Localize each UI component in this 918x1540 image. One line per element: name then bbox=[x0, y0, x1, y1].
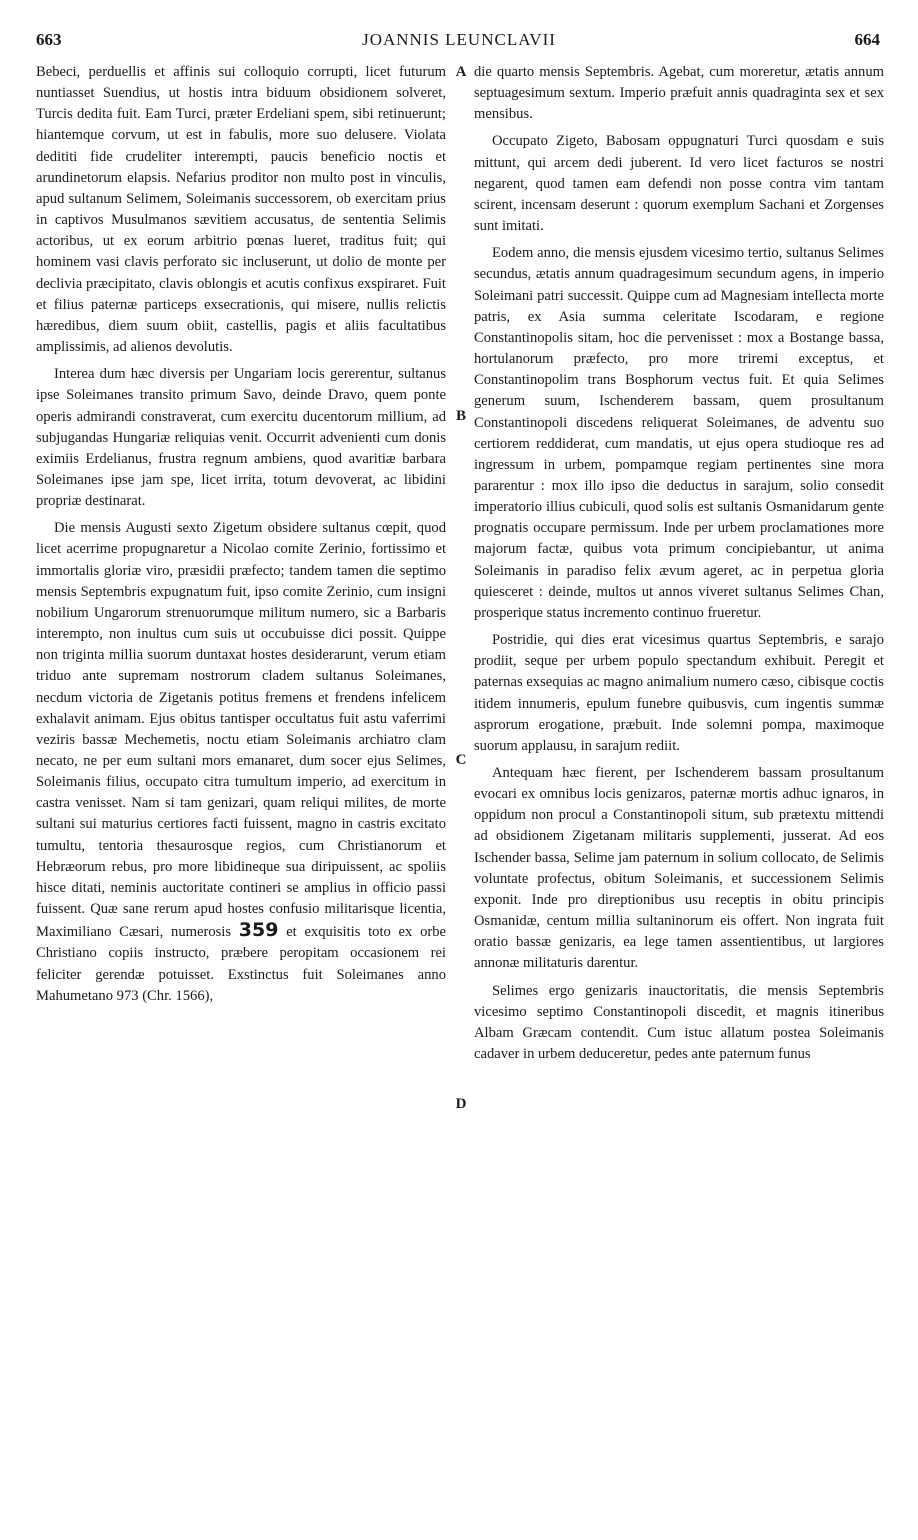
margin-letter-c: C bbox=[455, 752, 467, 768]
paragraph: Interea dum hæc diversis per Ungariam locis gererentur, sultanus ipse Soleimanes transito primum Savo, deinde Dravo, quem ponte operis admirandi constraverat, cum exercitu ducentorum millium, ad subjugandas Hungariæ reliquias venit. Occurrit advenienti cum donis eximiis Erdelianus, frustra regnum ambiens, quod avaritiæ barbara Soleimanes ipse jam spe, licet irrita, totum devoverat, ac libidini propriæ destinarat. bbox=[36, 366, 446, 510]
paragraph bbox=[36, 518, 446, 1007]
paragraph: Eodem anno, die mensis ejusdem vicesimo tertio, sultanus Selimes secundus, ætatis annum quadragesimum secundum agens, in imperio Soleimani patri successit. Quippe cum ad Magnesiam intellecta morte patris, ex Asia summa celeritate Iscodaram, e regione Constantinopolis sitam, hoc die pervenisset : mox a Bostange bassa, hortulanorum præfecto, pro more triremi exceptus, et Constantinopolim trans Bosphorum vectus fuit. Et quia Selimes generum suum, Ischenderem bassam, quem prosultanum Constantinopoli discedens reliquerat Soleimanes, de adventu suo certiorem reddiderat, cum mandatis, ut ejus opera studioque res ad ingressum in urbem, pompamque regiam pertinentes sine mora pararentur : mox illo ipso die deductus in sarajum, solio consedit imperatorio illius cubiculi, quod solis est sultanis Osmanidarum gente prognatis occupare permissum. Inde per urbem proclamationes more majorum factæ, quibus vota primum concipiebantur, ut anima Soleimanis in paradiso felix ævum ageret, ac in perpetua gloria quiesceret : deinde, multos ut annos viveret sultanus Selimes Chan, prosperique status incremento continuo frueretur. bbox=[474, 245, 884, 621]
signature-marker: 359 bbox=[238, 919, 279, 942]
paragraph-text: et exquisitis toto ex orbe Christiano copiis instructo, præbere peropitam occasionem rei feliciter gerendæ potuisset. Exstinctus fuit Soleimanes anno Mahumetano 973 (Chr. 1566), bbox=[36, 924, 446, 1004]
margin-letter-d: D bbox=[455, 1096, 467, 1112]
margin-letter-a: A bbox=[455, 64, 467, 80]
paragraph: Postridie, qui dies erat vicesimus quartus Septembris, e sarajo prodiit, seque per urbem populo spectandum exhibuit. Peregit et paternas exsequias ac magno animalium numero cæso, cibisque coctis itidem innumeris, epulum funebre quibusvis, cum ingentis summæ asprorum erogatione, præbuit. Inde solemni pompa, maximoque suorum applausu, in sarajum rediit. bbox=[474, 632, 884, 754]
paragraph-text: Die mensis Augusti sexto Zigetum obsidere sultanus cœpit, quod licet acerrime propugnaretur a Nicolao comite Zerinio, fortissimo et immortalis gloriæ viro, præsidii præfecto; tandem tamen die septimo mensis Septembris expugnatum fuit, ipso comite Zerinio, cum insigni nobilium Ungarorum strenuorumque militum numero, sic a Barbaris interempto, non inultus cum suis ut occubuisse dici possit. Quippe non triginta millia suorum duntaxat hostes desiderarunt, verum etiam triduo ante supremam nostrorum cladem sultanus Soleimanes, necdum victoria de Zigetanis potitus fremens et frendens infelicem exhalavit animam. Ejus obitus tantisper occultatus fuit astu vaferrimi veziris bassæ Mechemetis, noctu etiam Soleimanis archiatro clam necato, ne per eum sultani mors emanaret, dum socer ejus Selimes, Soleimanis filius, occupato citra tumultum imperio, ad exercitum in castra venisset. Nam si tam genizari, quam reliqui milites, de morte sultani sui maturius certiores facti fuissent, magno in castris excitato tumultu, tentoria thesaurosque regios, cum Christianorum et Hebræorum rebus, pro more libidineque sua diripuissent, ac spoliis hisce ditati, neminis auctoritate contineri se amplius in officio passi fuissent. Quæ sane rerum apud hostes confusio militarisque licentia, Maximiliano Cæsari, numerosis bbox=[36, 520, 446, 941]
right-column bbox=[474, 62, 884, 1071]
margin-letter-b: B bbox=[455, 408, 466, 424]
page-number-left: 663 bbox=[36, 30, 62, 49]
page-header bbox=[0, 30, 918, 54]
left-column bbox=[36, 62, 446, 1013]
paragraph: Occupato Zigeto, Babosam oppugnaturi Turci quosdam e suis mittunt, qui arcem dedi juberent. Id vero licet facturos se nostri negarent, quod tamen eam defendi non posse contra vim tantam scirent, incensam deserunt : quorum exemplum Sachani et Zorgenses sunt imitati. bbox=[474, 133, 884, 235]
page-number-right: 664 bbox=[854, 30, 880, 49]
paragraph: Bebeci, perduellis et affinis sui colloquio corrupti, licet futurum nuntiasset Suendius, ut hostis intra biduum obsidionem solveret, Turcis dedita fuit. Eam Turci, præter Erdeliani spem, sibi retinuerunt; hiantemque corvum, ut est in fabulis, more suo delusere. Violata dedititi fide crudeliter interempti, paucis beneficio noctis et arundinetorum elapsis. Nefarius proditor non multo post in vinculis, apud sultanum Selimem, Soleimanis successorem, ob exercitam prius in captivos Musulmanos sævitiem accusatus, de sententia Selimis actoribus, ut ex eorum arbitrio pœnas lueret, traditus fuit; qui hominem vasi clavis perforato sic incluserunt, ut dolio de monte per declivia præcipitato, clavis oblongis et acutis confixus exspiraret. Fuit et filius paternæ particeps exsecrationis, qui misere, nullis relictis hæredibus, diem suum obiit, castellis, pagis et aliis facultatibus amplissimis, ad alienos devolutis. bbox=[36, 64, 446, 356]
paragraph: Antequam hæc fierent, per Ischenderem bassam prosultanum evocari ex omnibus locis genizaros, paternæ mortis adhuc ignaros, in oppidum non procul a Constantinopoli situm, sub prætextu mittendi ad obsidionem Zigetanam militaris supplementi, jusserat. Ad eos Ischender bassa, Selime jam paternum in solium collocato, de Selimis voluntate profectus, obitum Soleimanis, et successionem Selimis exponit. Inde pro direptionibus usu receptis in obitu principis Osmanidæ, centum millia sultaninorum eis offert. Non ingrata fuit oratio bassæ genizaris, ea lege tamen assentientibus, ut largiores annonæ militaturis darentur. bbox=[474, 765, 884, 972]
running-title: JOANNIS LEUNCLAVII bbox=[362, 30, 556, 49]
paragraph: die quarto mensis Septembris. Agebat, cum moreretur, ætatis annum septuagesimum sextum. Imperio præfuit annis quadraginta sex et sex mensibus. bbox=[474, 64, 884, 123]
paragraph: Selimes ergo genizaris inauctoritatis, die mensis Septembris vicesimo septimo Constantinopoli discedit, et magnis itineribus Albam Græcam contendit. Cum istuc allatum postea Soleimanis cadaver in urbem deduceretur, pedes ante paternum funus bbox=[474, 982, 884, 1063]
